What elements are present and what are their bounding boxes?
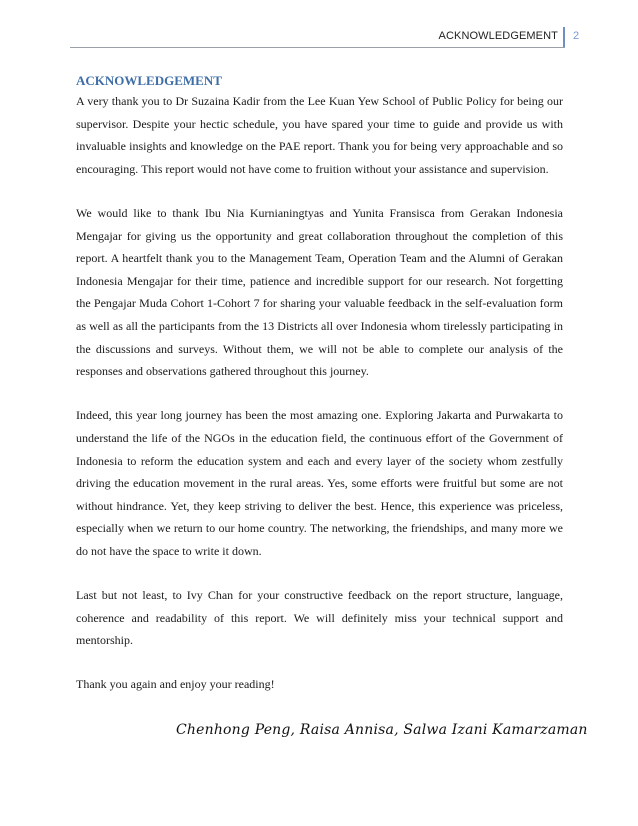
page-number: 2 xyxy=(573,30,580,42)
main-content xyxy=(76,72,563,696)
page-header xyxy=(0,27,638,47)
paragraph-supervisor: A very thank you to Dr Suzaina Kadir from the Lee Kuan Yew School of Public Policy for being our supervisor. Despite your hectic schedule, you have spared your time to guide and provide us with invaluable insights and knowledge on the PAE report. Thank you for being very approachable and so encouraging. This report would not have come to fruition without your assistance and supervision. xyxy=(76,94,563,176)
paragraph-journey: Indeed, this year long journey has been the most amazing one. Exploring Jakarta and Purwakarta to understand the life of the NGOs in the education field, the continuous effort of the Government of Indonesia to reform the education system and each and every layer of the society whom zestfully driving the education movement in the rural areas. Yes, some efforts were fruitful but some are not without hindrance. Yet, they keep striving to deliver the best. Hence, this experience was priceless, especially when we return to our home country. The networking, the friendships, and many more we do not have the space to write it down. xyxy=(76,408,563,558)
header-rule xyxy=(70,47,565,48)
paragraph-closing: Thank you again and enjoy your reading! xyxy=(76,677,275,692)
section-heading: ACKNOWLEDGEMENT xyxy=(76,73,222,88)
header-divider xyxy=(563,27,565,47)
signature-authors: Chenhong Peng, Raisa Annisa, Salwa Izani Kamarzaman xyxy=(176,722,588,738)
paragraph-partners: We would like to thank Ibu Nia Kurnianingtyas and Yunita Fransisca from Gerakan Indonesia Mengajar for giving us the opportunity and great collaboration throughout the completion of this report. A heartfelt thank you to the Management Team, Operation Team and the Alumni of Gerakan Indonesia Mengajar for their time, patience and incredible support for our research. Not forgetting the Pengajar Muda Cohort 1-Cohort 7 for sharing your valuable feedback in the self-evaluation form as well as all the participants from the 13 Districts all over Indonesia whom tirelessly participating in the discussions and surveys. Without them, we will not be able to complete our analysis of the responses and observations gathered throughout this journey. xyxy=(76,205,563,379)
header-title: ACKNOWLEDGEMENT xyxy=(438,30,558,42)
paragraph-feedback: Last but not least, to Ivy Chan for your constructive feedback on the report structure, language, coherence and readability of this report. We will definitely miss your technical support and mentorship. xyxy=(76,588,563,648)
